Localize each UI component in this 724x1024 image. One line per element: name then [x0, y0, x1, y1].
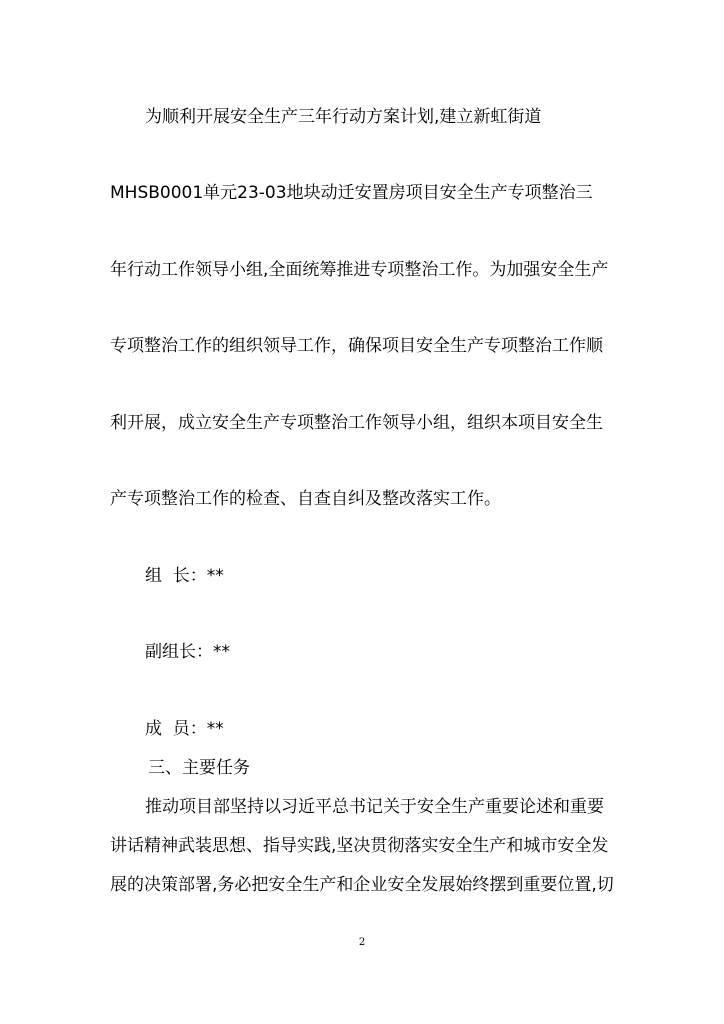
paragraph-line: 产专项整治工作的检查、自查自纠及整改落实工作。	[110, 489, 501, 509]
paragraph-line: 专项整治工作的组织领导工作，确保项目安全生产专项整治工作顺	[110, 336, 603, 356]
paragraph-line: 讲话精神武装思想、指导实践,坚决贯彻落实安全生产和城市安全发	[110, 836, 609, 856]
section-heading: 三、主要任务	[148, 758, 250, 778]
paragraph-line: MHSB0001单元23-03地块动迁安置房项目安全生产专项整治三	[110, 183, 593, 203]
deputy-leader: 副组长：**	[145, 642, 230, 662]
paragraph-line: 展的决策部署,务必把安全生产和企业安全发展始终摆到重要位置,切	[110, 875, 614, 895]
team-member: 成 员：**	[145, 719, 224, 739]
page-number: 2	[358, 937, 366, 948]
team-leader: 组 长：**	[145, 566, 224, 586]
paragraph-line: 推动项目部坚持以习近平总书记关于安全生产重要论述和重要	[145, 797, 604, 817]
paragraph-line: 年行动工作领导小组,全面统筹推进专项整治工作。为加强安全生产	[110, 260, 609, 280]
paragraph-line: 利开展，成立安全生产专项整治工作领导小组，组织本项目安全生	[110, 413, 603, 433]
paragraph-line: 为顺利开展安全生产三年行动方案计划,建立新虹街道	[145, 107, 542, 127]
